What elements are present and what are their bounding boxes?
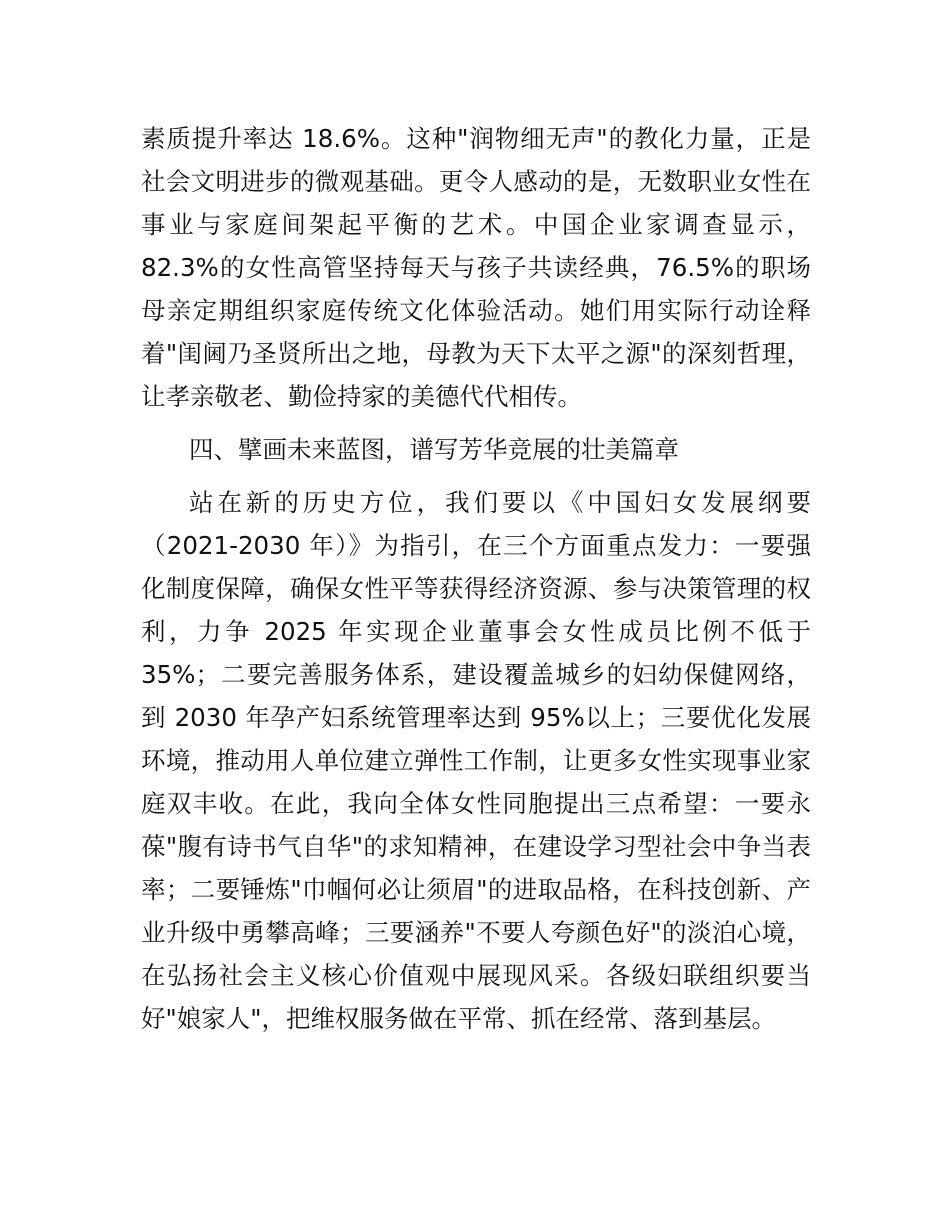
paragraph-1-line-3: 事业与家庭间架起平衡的艺术。中国企业家调查显示， (141, 210, 811, 239)
paragraph-1-line-7: 让孝亲敬老、勤俭持家的美德代代相传。 (141, 382, 582, 411)
paragraph-2-line-6: 到 2030 年孕产妇系统管理率达到 95%以上；三要优化发展 (141, 703, 811, 732)
paragraph-2-line-2: （2021-2030 年）》为指引，在三个方面重点发力：一要强 (141, 531, 811, 560)
paragraph-2-line-9: 葆"腹有诗书气自华"的求知精神，在建设学习型社会中争当表 (141, 832, 811, 861)
paragraph-2-line-3: 化制度保障，确保女性平等获得经济资源、参与决策管理的权 (141, 574, 811, 603)
paragraph-2-line-1: 站在新的历史方位，我们要以《中国妇女发展纲要 (189, 488, 811, 517)
paragraph-1-line-5: 母亲定期组织家庭传统文化体验活动。她们用实际行动诠释 (141, 296, 811, 325)
paragraph-2-line-5: 35%；二要完善服务体系，建设覆盖城乡的妇幼保健网络， (141, 660, 811, 689)
paragraph-2-line-10: 率；二要锤炼"巾帼何必让须眉"的进取品格，在科技创新、产 (141, 875, 811, 904)
section-heading: 四、擘画未来蓝图，谱写芳华竞展的壮美篇章 (189, 435, 679, 464)
paragraph-2-line-11: 业升级中勇攀高峰；三要涵养"不要人夸颜色好"的淡泊心境， (141, 918, 811, 947)
paragraph-1-line-6: 着"闺阃乃圣贤所出之地，母教为天下太平之源"的深刻哲理， (141, 339, 811, 368)
paragraph-1-line-1: 素质提升率达 18.6%。这种"润物细无声"的教化力量，正是 (141, 124, 811, 153)
paragraph-2-line-12: 在弘扬社会主义核心价值观中展现风采。各级妇联组织要当 (141, 961, 811, 990)
paragraph-2-line-7: 环境，推动用人单位建立弹性工作制，让更多女性实现事业家 (141, 746, 811, 775)
paragraph-1-line-2: 社会文明进步的微观基础。更令人感动的是，无数职业女性在 (141, 167, 811, 196)
paragraph-2-line-4: 利，力争 2025 年实现企业董事会女性成员比例不低于 (141, 617, 811, 646)
paragraph-1-line-4: 82.3%的女性高管坚持每天与孩子共读经典，76.5%的职场 (141, 253, 811, 282)
paragraph-2-line-8: 庭双丰收。在此，我向全体女性同胞提出三点希望：一要永 (141, 789, 811, 818)
paragraph-2-line-13: 好"娘家人"，把维权服务做在平常、抓在经常、落到基层。 (141, 1004, 777, 1033)
